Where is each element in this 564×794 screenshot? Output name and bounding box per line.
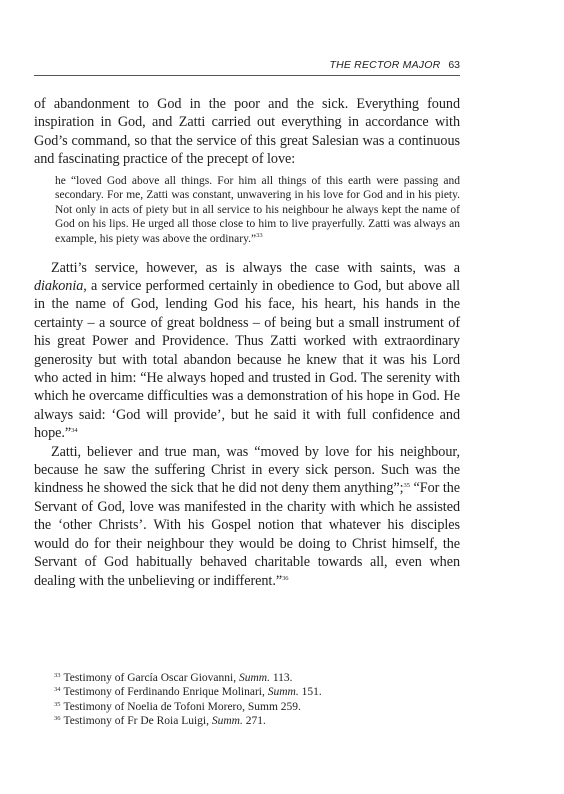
main-text	[34, 95, 460, 590]
diakonia-term: diakonia	[34, 278, 84, 294]
paragraph-1-text: of abandonment to God in the poor and the sick. Everything found inspiration in God, and Zatti carried out everything in accordance with God’s command, so that the service of this great Salesian was a continuous and fascinating practice of the precept of love:	[34, 96, 460, 168]
footnote-source: Summ.	[238, 672, 270, 684]
paragraph-2-text-a: Zatti’s service, however, as is always the case with saints, was a	[51, 259, 460, 276]
footnote-ref-34: 34	[71, 427, 78, 435]
footnote-text: Testimony of Fr De Roia Luigi,	[63, 714, 212, 727]
footnote-source: Summ.	[267, 686, 299, 699]
footnote-number: 36	[54, 714, 61, 722]
footnote-page: 113.	[269, 672, 293, 684]
paragraph-3-text-a: Zatti, believer and true man, was “moved by love for his neighbour, because he saw the suffering Christ in every sick person. Such was the kindness he showed the sick that he did not deny them anything”;	[34, 443, 460, 497]
footnote-page: 151.	[298, 686, 322, 699]
paragraph-1	[34, 95, 460, 169]
footnote	[54, 685, 460, 699]
paragraph-3-text-b: “For the Servant of God, love was manifested in the charity with which he assisted the ‘other Christs’. With his Gospel notion that whatever his disciples would do for their neighbour they would be doing to Christ himself, the Servant of God habitually behaved charitable towards all, even when dealing with the unbelieving or indifferent.”	[34, 480, 461, 589]
footnote-text: Testimony of Ferdinando Enrique Molinari,	[63, 686, 268, 699]
footnote-text: Testimony of Noelia de Tofoni Morero, Summ 259.	[63, 700, 301, 713]
footnote-page: 271.	[242, 714, 266, 727]
footnote	[54, 700, 460, 714]
footnote-ref-33: 33	[256, 232, 263, 239]
paragraph-3	[34, 443, 460, 590]
block-quote	[55, 174, 460, 247]
footnote-source: Summ.	[211, 714, 243, 727]
block-quote-text: he “loved God above all things. For him all things of this earth were passing and secondary. For me, Zatti was constant, unwavering in his love for God and in his piety. Not only in acts of piety but in all service to his neighbour he always kept the name of God on his lips. He urged all those close to him to live prayerfully. Zatti was always an example, his piety was above the ordinary.”	[55, 174, 460, 245]
footnote	[54, 671, 460, 685]
header-rule	[34, 75, 460, 76]
footnote-text: Testimony of García Oscar Giovanni,	[63, 672, 239, 684]
running-header	[34, 59, 460, 71]
footnote-ref-36: 36	[282, 574, 289, 582]
footnote-ref-35: 35	[403, 482, 410, 490]
page-number: 63	[448, 59, 460, 71]
footnote-number: 35	[54, 700, 61, 708]
section-title: THE RECTOR MAJOR	[329, 59, 441, 71]
paragraph-2	[34, 259, 460, 443]
footnote-number: 34	[54, 686, 61, 694]
footnote	[54, 714, 460, 728]
footnote-number: 33	[54, 672, 61, 679]
paragraph-2-text-b: , a service performed certainly in obedience to God, but above all in the name of God, lending God his face, his heart, his hands in the certainty – a source of great boldness – of being but a small instrument of his great Power and Providence. Thus Zatti worked with extraordinary generosity but with total abandon because he knew that it was his Lord who acted in him: “He always hoped and trusted in God. The serenity with which he overcame difficulties was a demonstration of his hope in God. He always said: ‘God will provide’, but he said it with full confidence and hope.”	[34, 278, 460, 442]
footnotes	[34, 671, 460, 728]
